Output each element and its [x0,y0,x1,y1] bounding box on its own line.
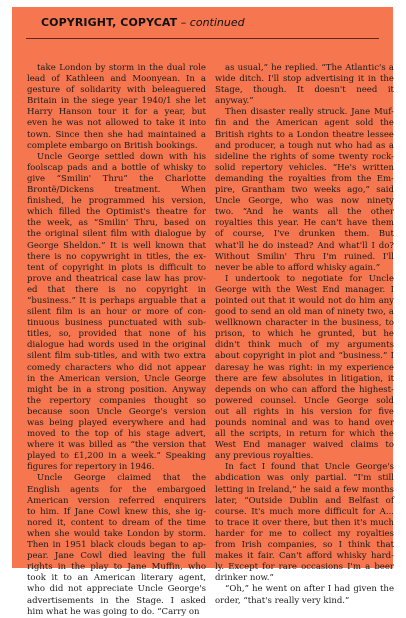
text-line: Britain in the siege year 1940/1 she let [27,96,206,107]
paragraph [215,274,394,463]
text-line: and producer, a tough nut who had as a [215,140,394,151]
text-line: pear. Jane Cowl died leaving the full [27,551,206,562]
text-line: makes it fair. Can't afford whisky hard- [215,551,394,562]
text-line: pointed out that it would not do him any [215,295,394,306]
text-line: to him. If Jane Cowl knew this, she ig- [27,506,206,517]
text-line: British rights to a London theatre lessee [215,129,394,140]
text-line: later, “Outside Dublin and Belfast of [215,495,394,506]
paragraph [27,152,206,474]
text-line: the original silent film with dialogue by [27,229,206,240]
text-line: Uncle George settled down with his [37,151,206,162]
text-line: Then in 1951 black clouds began to ap- [27,540,206,551]
text-line: lead of Kathleen and Moonyean. In a [27,74,206,85]
text-line: all the scripts, in return for which the [215,429,394,440]
text-line: might be in a strong position. Anyway [27,384,206,395]
text-line: take London by storm in the dual role [37,63,206,73]
text-line: the repertory companies thought so [27,395,206,406]
text-line: in the American version, Uncle George [27,373,206,384]
text-line: town. Since then she had maintained a [27,129,206,140]
text-line: who did not appreciate Uncle George's [27,584,206,595]
text-line: letting in Ireland,” he said a few months [215,484,394,495]
text-line: pounds nominal and was to hand over [215,418,394,428]
text-line: even he was not allowed to take it into [27,118,206,129]
text-line: him what he was going to do. “Carry on [27,606,200,617]
header-subtitle: continued [189,16,245,29]
text-line: prison, to which he grunted, but he [215,329,394,340]
magazine-page [12,7,394,617]
text-line: course. It's much more difficult for A... [215,506,394,517]
text-line: Then disaster really struck. Jane Muf- [225,107,394,118]
text-line: anyway.” [215,96,254,107]
text-line: took it to an American literary agent, [27,573,206,584]
text-line: daresay he was right: in my experience [215,362,394,373]
text-line: English agents for the embargoed [27,484,206,495]
text-line: ed that there is no copyright in [27,284,206,295]
text-line: from Irish companies, so I think that [215,540,394,551]
paragraph [215,63,394,107]
text-line: “Oh,” he went on after I had given the [225,584,394,595]
text-line: depends on who can afford the highest- [215,384,394,395]
text-line: the week, as “Smilin' Thru, based on [27,218,206,229]
text-line: George with the West End manager. I [215,284,394,295]
text-line: powered counsel. Uncle George sold [215,395,394,406]
text-line: Harry Hanson tour it for a year, but [27,107,206,118]
text-line: titles, so, provided that none of his [27,329,206,340]
text-line: dialogue had words used in the original [27,340,206,351]
text-line: because soon Uncle George's version [27,406,206,417]
left-column [27,63,206,618]
text-line: I undertook to negotiate for Uncle [225,273,394,284]
text-line: “business.” It is perhaps arguable that a [27,295,206,306]
text-line: what'll he do instead? And what'll I do? [215,240,394,251]
text-line: silent film sub-titles, and with two extra [27,351,206,362]
text-line: about copyright in plot and “business.” I [215,351,394,362]
text-line: pire, Grantham two weeks ago,” said [215,185,394,196]
text-line: royalties this year. He can't have them [215,218,394,229]
text-line: didn't think much of my arguments [215,340,394,351]
text-line: In fact I found that Uncle George's [225,462,394,473]
text-line: sideline the rights of some twenty rock- [215,151,394,162]
text-line: rights in the play to Jane Muffin, who [27,562,206,573]
text-line: gesture of solidarity with beleaguered [27,85,206,96]
text-line: order, “that's really very kind.” [215,595,350,606]
text-line: harder for me to collect my royalties [215,528,394,539]
header-title: COPYRIGHT, COPYCAT [41,16,178,29]
text-line: demanding the royalties from the Em- [215,173,394,184]
text-line: solid repertory vehicles. “He's written [215,162,394,173]
text-line: wide ditch. I'll stop advertising it in the [215,74,394,85]
text-line: West End manager waived claims to [215,440,394,451]
text-line: to trace it over there, but then it's much [215,517,394,528]
text-line: tinuous business punctuated with sub- [27,318,206,329]
text-line: any previous royalties. [215,451,314,462]
text-line: abdication was only partial. “I'm still [215,473,394,484]
text-line: out all rights in his version for five [215,406,394,417]
text-line: Brontë/Dickens treatment. When [27,185,206,196]
text-line: wellknown character in the business, to [215,318,394,329]
text-line: silent film is an hour or more of con- [27,307,206,318]
text-line: George Sheldon.” It is well known that [27,240,206,251]
text-line: moved to the top of his stage advert, [27,429,206,440]
text-line: figures for repertory in 1946. [27,462,155,473]
text-line: foolscap pads and a bottle of whisky to [27,162,206,173]
text-line: as usual,” he replied. “The Atlantic's a [225,63,394,73]
text-line: Without Smilin' Thru I'm ruined. I'll [215,251,394,262]
paragraph [215,584,394,606]
paragraph [215,462,394,584]
text-line: fin and the American agent sold the [215,118,394,129]
text-line: American version referred enquirers [27,495,206,506]
text-line: when she would take London by storm. [27,528,206,539]
right-column [215,63,394,607]
text-line: give “Smilin' Thru” the Charlotte [27,173,206,184]
text-line: tent of copyright in plots is difficult to [27,262,206,273]
text-line: never be able to afford whisky again.” [215,262,381,273]
text-line: Stage, though. It doesn't need it [215,85,394,96]
text-line: finished, he programmed his version, [27,196,206,207]
text-line: good to send an old man of ninety two, a [215,307,394,318]
paragraph [27,473,206,617]
header-separator: – [177,16,190,29]
text-line: played to £1,200 in a week.” Speaking [27,451,206,462]
text-line: there is no copywright in titles, the ex- [27,251,206,262]
text-line: drinker now.” [215,573,274,584]
text-line: prove and theatrical case law has prov- [27,273,206,284]
text-line: which filled the Optimist's theatre for [27,207,206,218]
text-line: where it was billed as “the version that [27,440,206,451]
paragraph [215,107,394,273]
text-line: Uncle George, who was now ninety [215,196,394,207]
text-line: Uncle George claimed that the [37,473,206,484]
text-line: comedy characters who did not appear [27,362,206,373]
text-line: ly. Except for rare occasions I'm a beer [215,562,394,573]
text-line: there are few absolutes in litigation, it [215,373,394,384]
text-line: was being played everywhere and had [27,418,206,428]
text-line: advertisements in the Stage. I asked [27,595,206,606]
paragraph [27,63,206,152]
text-line: nored it, content to dream of the time [27,517,206,528]
text-line: two. “And he wants all the other [215,207,394,218]
running-header [41,16,245,29]
text-line: complete embargo on British bookings. [27,140,198,151]
header-rule [26,38,379,39]
text-line: of course, I've drunken them. But [215,229,394,240]
